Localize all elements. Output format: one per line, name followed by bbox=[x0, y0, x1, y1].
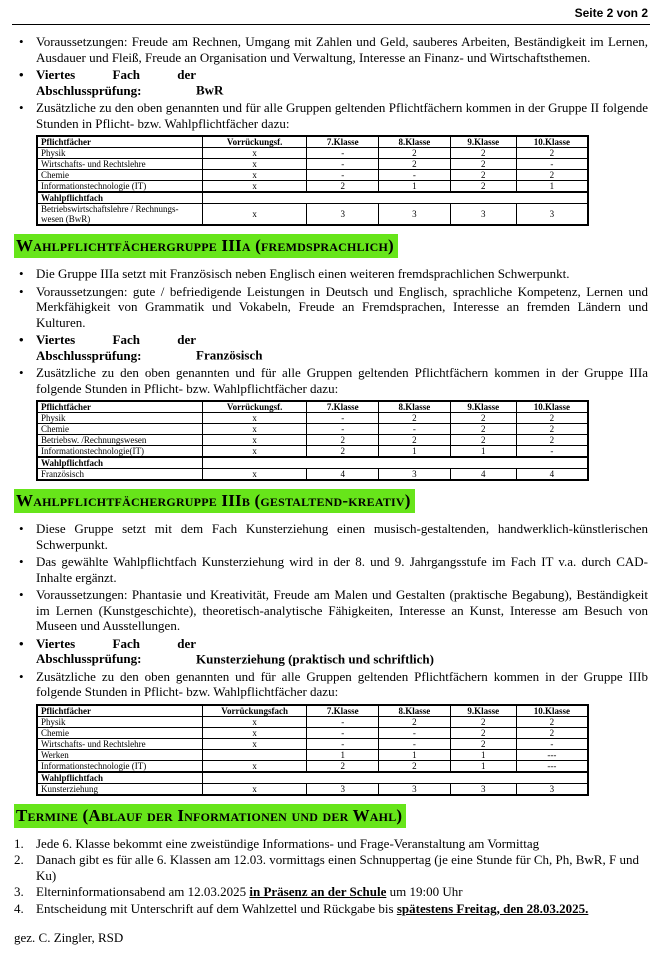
table-row bbox=[37, 749, 588, 760]
table-header-cell: 10.Klasse bbox=[516, 401, 588, 413]
table-header-cell: 9.Klasse bbox=[450, 136, 516, 148]
table-cell: 2 bbox=[307, 446, 379, 458]
table-cell: 2 bbox=[450, 716, 516, 727]
table-cell: 2 bbox=[516, 727, 588, 738]
termine-list bbox=[14, 836, 648, 917]
table-cell: - bbox=[516, 446, 588, 458]
table-row bbox=[37, 170, 588, 181]
table-cell: Betriebsw. /Rechnungswesen bbox=[37, 435, 202, 446]
table-cell: 1 bbox=[450, 760, 516, 772]
table-section-label: Wahlpflichtfach bbox=[37, 457, 202, 469]
table-cell: 2 bbox=[307, 760, 379, 772]
table-cell: x bbox=[202, 738, 307, 749]
table-cell: x bbox=[202, 148, 307, 159]
termine-item: 3. Elterninformationsabend am 12.03.2025 in Präsenz an der Schule um 19:00 Uhr bbox=[14, 884, 463, 899]
table-row bbox=[37, 716, 588, 727]
table-header-cell: 9.Klasse bbox=[450, 705, 516, 717]
table-cell: 3 bbox=[516, 783, 588, 795]
table-cell: - bbox=[379, 424, 451, 435]
table-cell: x bbox=[202, 469, 307, 481]
table-cell: 4 bbox=[516, 469, 588, 481]
table-cell: 3 bbox=[516, 204, 588, 226]
table-cell: Wirtschafts- und Rechtslehre bbox=[37, 738, 202, 749]
table-section-row bbox=[37, 192, 588, 204]
section-heading-iiia: Wahlpflichtfächergruppe IIIa (fremdsprachlich) bbox=[14, 234, 398, 258]
table-row bbox=[37, 181, 588, 193]
table-cell: --- bbox=[516, 760, 588, 772]
table-cell: - bbox=[379, 170, 451, 181]
iiib-bullet-intro: • Diese Gruppe setzt mit dem Fach Kunsterziehung einen musisch-gestaltenden, handwerklich-künstlerischen Schwerpunkt. bbox=[36, 521, 648, 552]
table-cell: Kunsterziehung bbox=[37, 783, 202, 795]
iiib-fourth-subject: • Viertes Fach der Abschlussprüfung: Kunsterziehung (praktisch und schriftlich) bbox=[36, 636, 648, 667]
table-cell: 4 bbox=[450, 469, 516, 481]
table-row bbox=[37, 738, 588, 749]
table-header-cell: 8.Klasse bbox=[379, 705, 451, 717]
termine-item: 4. Entscheidung mit Unterschrift auf dem Wahlzettel und Rückgabe bis spätestens Freitag, den 28.03.2025. bbox=[14, 900, 589, 916]
table-cell: - bbox=[379, 727, 451, 738]
table-cell: 2 bbox=[450, 435, 516, 446]
table-cell: 2 bbox=[379, 413, 451, 424]
table-cell: 2 bbox=[379, 435, 451, 446]
bwr-bullet-requirements: • Voraussetzungen: Freude am Rechnen, Umgang mit Zahlen und Geld, sauberes Arbeiten, Beständigkeit im Lernen, Ausdauer und Fleiß, Freude an Organisation und Verwaltung, Interesse an Finanz- und Wirtschaftsthemen. bbox=[36, 34, 648, 65]
table-cell: 2 bbox=[516, 716, 588, 727]
table-cell: Werken bbox=[37, 749, 202, 760]
table-cell: 2 bbox=[516, 413, 588, 424]
table-row bbox=[37, 783, 588, 795]
table-cell: Physik bbox=[37, 413, 202, 424]
bwr-bullet-additional: • Zusätzliche zu den oben genannten und für alle Gruppen geltenden Pflichtfächern kommen in der Gruppe II folgende Stunden in Pflicht- bzw. Wahlpflichtfächer dazu: bbox=[36, 100, 648, 131]
table-header-cell: Vorrückungsf. bbox=[202, 401, 307, 413]
table-cell bbox=[202, 749, 307, 760]
table-cell: 2 bbox=[379, 760, 451, 772]
table-cell: 2 bbox=[450, 159, 516, 170]
table-row bbox=[37, 159, 588, 170]
table-row bbox=[37, 204, 588, 226]
table-cell: 1 bbox=[379, 749, 451, 760]
table-cell: 3 bbox=[450, 783, 516, 795]
iiia-bullets bbox=[14, 266, 648, 396]
section-heading-termine: Termine (Ablauf der Informationen und der Wahl) bbox=[14, 804, 406, 828]
table-cell: - bbox=[516, 159, 588, 170]
table-header-cell: Vorrückungsf. bbox=[202, 136, 307, 148]
table-cell: - bbox=[307, 738, 379, 749]
table-header-cell: Vorrückungsfach bbox=[202, 705, 307, 717]
table-cell: Chemie bbox=[37, 170, 202, 181]
table-cell: - bbox=[516, 738, 588, 749]
bwr-bullets bbox=[14, 34, 648, 131]
termine-item: 1. Jede 6. Klasse bekommt eine zweistündige Informations- und Frage-Veranstaltung am Vormittag bbox=[14, 835, 540, 851]
table-cell: - bbox=[307, 148, 379, 159]
iiia-fourth-subject: • Viertes Fach der Abschlussprüfung: Französisch bbox=[36, 332, 648, 363]
table-cell: 2 bbox=[307, 181, 379, 193]
table-cell: 2 bbox=[379, 159, 451, 170]
table-cell: Physik bbox=[37, 148, 202, 159]
table-section-row bbox=[37, 457, 588, 469]
table-header-row bbox=[37, 136, 588, 148]
termine-item: 2. Danach gibt es für alle 6. Klassen am 12.03. vormittags einen Schnuppertag (je eine Stunde für Ch, Ph, BwR, F und Ku) bbox=[14, 852, 639, 883]
table-section-row bbox=[37, 772, 588, 784]
table-cell: x bbox=[202, 424, 307, 435]
table-cell: Betriebswirtschaftslehre / Rechnungs-wesen (BwR) bbox=[37, 204, 202, 226]
table-cell: 2 bbox=[450, 738, 516, 749]
iiib-bullet-requirements: • Voraussetzungen: Phantasie und Kreativität, Freude am Malen und Gestalten (praktische Begabung), Beständigkeit im Lernen (Kunstgeschichte), theoretisch-analytische Fähigkeiten, Interesse an Kunst, Interesse am Besuch von Museen und Ausstellungen. bbox=[36, 587, 648, 634]
table-section-spacer bbox=[202, 192, 588, 204]
table-header-row bbox=[37, 705, 588, 717]
signature: gez. C. Zingler, RSD bbox=[14, 930, 124, 945]
table-header-cell: 9.Klasse bbox=[450, 401, 516, 413]
table-section-label: Wahlpflichtfach bbox=[37, 772, 202, 784]
table-cell: - bbox=[307, 424, 379, 435]
table-cell: x bbox=[202, 783, 307, 795]
table-cell: 1 bbox=[307, 749, 379, 760]
table-cell: x bbox=[202, 181, 307, 193]
table-cell: 2 bbox=[450, 148, 516, 159]
table-cell: 2 bbox=[516, 170, 588, 181]
table-cell: - bbox=[379, 738, 451, 749]
table-cell: x bbox=[202, 413, 307, 424]
table-header-cell: 10.Klasse bbox=[516, 136, 588, 148]
table-cell: 2 bbox=[379, 716, 451, 727]
table-cell: 2 bbox=[450, 181, 516, 193]
section-heading-iiib: Wahlpflichtfächergruppe IIIb (gestaltend-kreativ) bbox=[14, 489, 415, 513]
table-cell: Chemie bbox=[37, 727, 202, 738]
table-cell: x bbox=[202, 716, 307, 727]
table-row bbox=[37, 760, 588, 772]
page-number: Seite 2 von 2 bbox=[574, 6, 648, 20]
table-cell: 2 bbox=[516, 435, 588, 446]
table-section-spacer bbox=[202, 457, 588, 469]
table-row bbox=[37, 469, 588, 481]
table-cell: x bbox=[202, 204, 307, 226]
table-cell: 1 bbox=[379, 446, 451, 458]
table-cell: x bbox=[202, 727, 307, 738]
table-cell: 2 bbox=[450, 413, 516, 424]
iiia-subject-table bbox=[36, 400, 589, 481]
table-cell: Physik bbox=[37, 716, 202, 727]
table-cell: - bbox=[307, 413, 379, 424]
table-section-label: Wahlpflichtfach bbox=[37, 192, 202, 204]
table-cell: - bbox=[307, 716, 379, 727]
table-row bbox=[37, 413, 588, 424]
table-cell: x bbox=[202, 435, 307, 446]
table-row bbox=[37, 435, 588, 446]
iiib-bullet-cad: • Das gewählte Wahlpflichtfach Kunsterziehung wird in der 8. und 9. Jahrgangsstufe im Fach IT v.a. durch CAD-Inhalte ergänzt. bbox=[36, 554, 648, 585]
table-cell: - bbox=[307, 170, 379, 181]
table-row bbox=[37, 727, 588, 738]
table-cell: x bbox=[202, 170, 307, 181]
table-cell: x bbox=[202, 446, 307, 458]
table-header-cell: 7.Klasse bbox=[307, 136, 379, 148]
table-cell: Informationstechnologie(IT) bbox=[37, 446, 202, 458]
table-cell: 2 bbox=[379, 148, 451, 159]
table-cell: x bbox=[202, 159, 307, 170]
table-cell: 2 bbox=[516, 148, 588, 159]
table-row bbox=[37, 446, 588, 458]
table-section-spacer bbox=[202, 772, 588, 784]
table-header-cell: 8.Klasse bbox=[379, 401, 451, 413]
iiia-bullet-intro: • Die Gruppe IIIa setzt mit Französisch neben Englisch einen weiteren fremdsprachlichen Schwerpunkt. bbox=[36, 266, 648, 282]
table-header-cell: 7.Klasse bbox=[307, 401, 379, 413]
table-cell: 3 bbox=[379, 469, 451, 481]
table-row bbox=[37, 424, 588, 435]
bwr-fourth-subject: • Viertes Fach der Abschlussprüfung: BwR bbox=[36, 67, 648, 98]
table-cell: x bbox=[202, 760, 307, 772]
table-cell: Chemie bbox=[37, 424, 202, 435]
iiia-bullet-requirements: • Voraussetzungen: gute / befriedigende Leistungen in Deutsch und Englisch, sprachliche Kompetenz, Lernen und Merkfähigkeit von Grammatik und Vokabeln, Freude an Fremdsprachen, Interesse an fremden Ländern und Kulturen. bbox=[36, 284, 648, 331]
table-cell: 1 bbox=[516, 181, 588, 193]
document-body bbox=[14, 34, 648, 946]
table-header-cell: Pflichtfächer bbox=[37, 136, 202, 148]
table-header-row bbox=[37, 401, 588, 413]
table-cell: 3 bbox=[379, 783, 451, 795]
table-header-cell: 8.Klasse bbox=[379, 136, 451, 148]
table-cell: Informationstechnologie (IT) bbox=[37, 181, 202, 193]
header-rule bbox=[12, 24, 650, 25]
table-cell: Französisch bbox=[37, 469, 202, 481]
table-cell: 2 bbox=[450, 424, 516, 435]
table-cell: --- bbox=[516, 749, 588, 760]
table-cell: 2 bbox=[450, 170, 516, 181]
bwr-subject-table bbox=[36, 135, 589, 226]
table-cell: Wirtschafts- und Rechtslehre bbox=[37, 159, 202, 170]
table-header-cell: Pflichtfächer bbox=[37, 705, 202, 717]
iiib-subject-table bbox=[36, 704, 589, 796]
table-header-cell: 7.Klasse bbox=[307, 705, 379, 717]
table-cell: 3 bbox=[307, 204, 379, 226]
table-cell: 2 bbox=[307, 435, 379, 446]
table-cell: Informationstechnologie (IT) bbox=[37, 760, 202, 772]
table-cell: 2 bbox=[450, 727, 516, 738]
table-row bbox=[37, 148, 588, 159]
table-cell: 1 bbox=[379, 181, 451, 193]
table-cell: 4 bbox=[307, 469, 379, 481]
table-cell: - bbox=[307, 727, 379, 738]
table-header-cell: 10.Klasse bbox=[516, 705, 588, 717]
table-cell: 3 bbox=[379, 204, 451, 226]
table-cell: 1 bbox=[450, 749, 516, 760]
iiia-bullet-additional: • Zusätzliche zu den oben genannten und für alle Gruppen geltenden Pflichtfächern kommen in der Gruppe IIIa folgende Stunden in Pflicht- bzw. Wahlpflichtfächer dazu: bbox=[36, 365, 648, 396]
table-header-cell: Pflichtfächer bbox=[37, 401, 202, 413]
table-cell: 2 bbox=[516, 424, 588, 435]
table-cell: - bbox=[307, 159, 379, 170]
table-cell: 3 bbox=[450, 204, 516, 226]
iiib-bullets bbox=[14, 521, 648, 700]
table-cell: 1 bbox=[450, 446, 516, 458]
table-cell: 3 bbox=[307, 783, 379, 795]
iiib-bullet-additional: • Zusätzliche zu den oben genannten und für alle Gruppen geltenden Pflichtfächern kommen in der Gruppe IIIb folgende Stunden in Pflicht- bzw. Wahlpflichtfächer dazu: bbox=[36, 669, 648, 700]
